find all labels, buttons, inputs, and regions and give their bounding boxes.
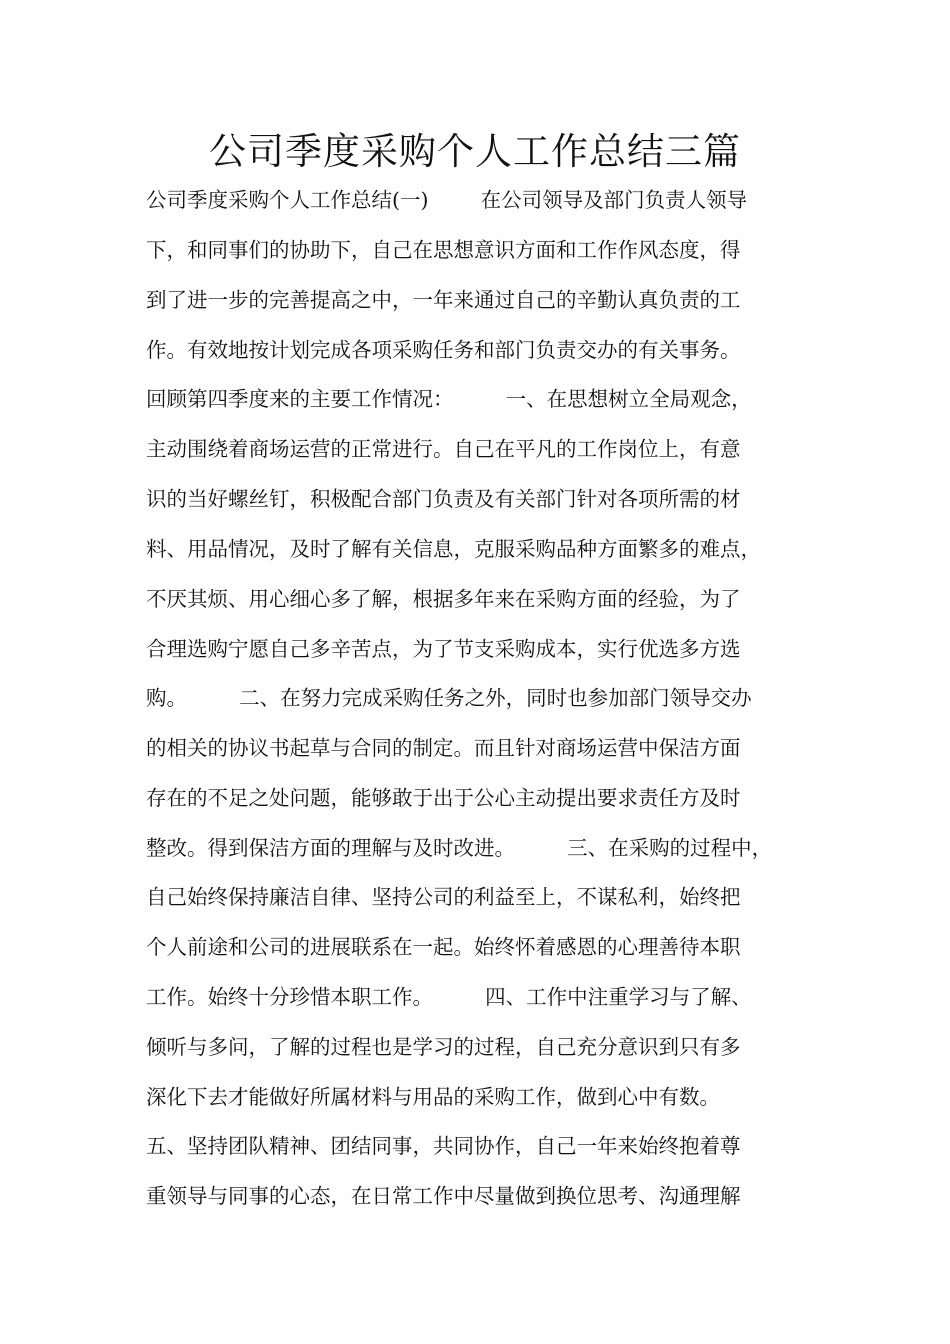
body-line: 个人前途和公司的进展联系在一起。始终怀着感恩的心理善待本职: [146, 935, 741, 959]
body-line: 公司季度采购个人工作总结(一) 在公司领导及部门负责人领导: [146, 188, 748, 212]
body-line: 整改。得到保洁方面的理解与及时改进。 三、在采购的过程中，: [146, 836, 773, 860]
body-line: 购。 二、在努力完成采购任务之外，同时也参加部门领导交办: [146, 686, 752, 710]
body-line: 五、坚持团队精神、团结同事，共同协作，自己一年来始终抱着尊: [146, 1134, 741, 1158]
body-line: 作。有效地按计划完成各项采购任务和部门负责交办的有关事务。: [146, 338, 741, 362]
body-line: 存在的不足之处问题，能够敢于出于公心主动提出要求责任方及时: [146, 786, 741, 810]
body-line: 回顾第四季度来的主要工作情况： 一、在思想树立全局观念，: [146, 387, 752, 411]
body-line: 重领导与同事的心态，在日常工作中尽量做到换位思考、沟通理解: [146, 1184, 741, 1208]
body-line: 工作。始终十分珍惜本职工作。 四、工作中注重学习与了解、: [146, 985, 752, 1009]
body-line: 深化下去才能做好所属材料与用品的采购工作，做到心中有数。: [146, 1085, 720, 1109]
body-line: 不厌其烦、用心细心多了解，根据多年来在采购方面的经验，为了: [146, 587, 741, 611]
body-line: 的相关的协议书起草与合同的制定。而且针对商场运营中保洁方面: [146, 736, 741, 760]
body-line: 料、用品情况，及时了解有关信息，克服采购品种方面繁多的难点，: [146, 537, 761, 561]
body-line: 下，和同事们的协助下，自己在思想意识方面和工作作风态度，得: [146, 238, 741, 262]
document-title: 公司季度采购个人工作总结三篇: [209, 130, 741, 173]
body-line: 主动围绕着商场运营的正常进行。自己在平凡的工作岗位上，有意: [146, 437, 741, 461]
body-line: 合理选购宁愿自己多辛苦点，为了节支采购成本，实行优选多方选: [146, 637, 741, 661]
body-line: 自己始终保持廉洁自律、坚持公司的利益至上，不谋私利，始终把: [146, 885, 741, 909]
body-line: 识的当好螺丝钉，积极配合部门负责及有关部门针对各项所需的材: [146, 487, 741, 511]
body-line: 到了进一步的完善提高之中，一年来通过自己的辛勤认真负责的工: [146, 288, 741, 312]
body-line: 倾听与多问，了解的过程也是学习的过程，自己充分意识到只有多: [146, 1035, 741, 1059]
